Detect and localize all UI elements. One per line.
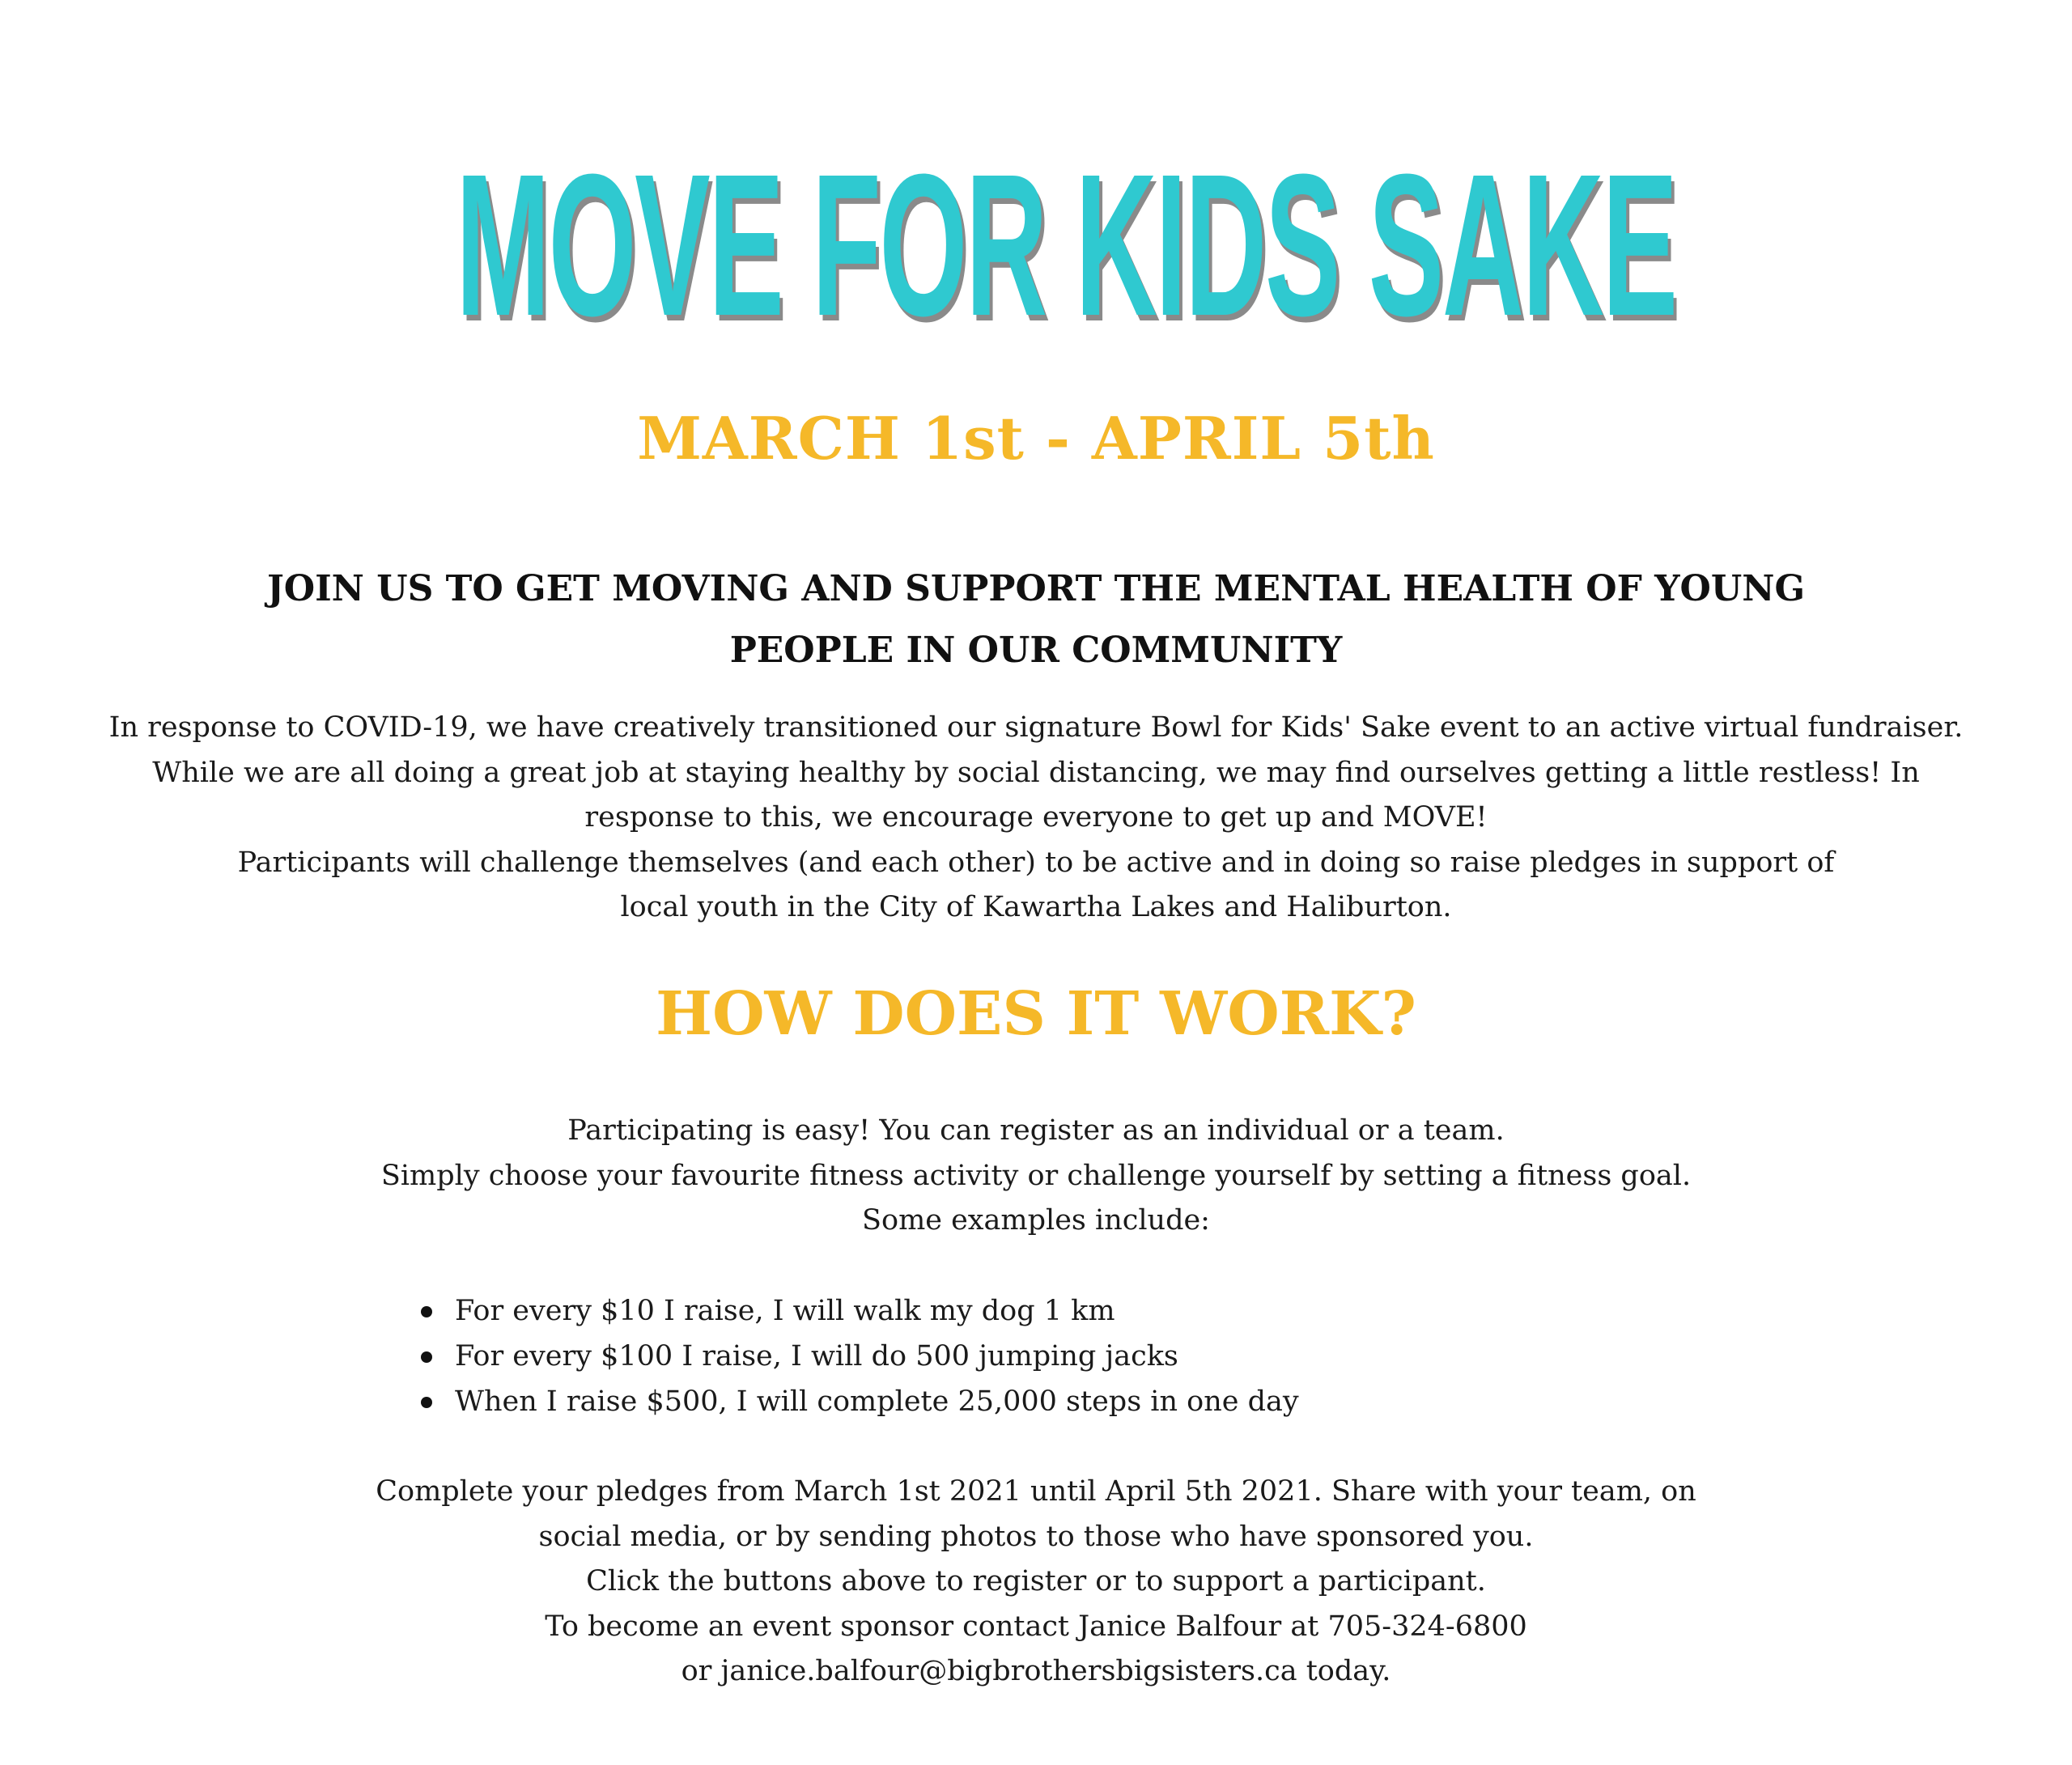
list-item xyxy=(421,1379,1299,1424)
how-line: Simply choose your favourite fitness activity or challenge yourself by setting a fitness goal. xyxy=(380,1159,1692,1192)
example-text: When I raise $500, I will complete 25,000 steps in one day xyxy=(455,1385,1299,1418)
list-item xyxy=(421,1334,1299,1379)
closing-line: or janice.balfour@bigbrothersbigsisters.ca today. xyxy=(681,1655,1391,1687)
closing-line: Click the buttons above to register or to support a participant. xyxy=(586,1565,1486,1597)
headline-line: JOIN US TO GET MOVING AND SUPPORT THE MENTAL HEALTH OF YOUNG xyxy=(266,568,1806,609)
closing-line: social media, or by sending photos to those who have sponsored you. xyxy=(538,1520,1534,1553)
intro-line: local youth in the City of Kawartha Lakes and Haliburton. xyxy=(620,891,1452,923)
intro-line: In response to COVID-19, we have creatively transitioned our signature Bowl for Kids' Sake event to an active virtual fundraiser. xyxy=(108,711,1964,744)
bullet-icon xyxy=(421,1351,432,1363)
closing-paragraph xyxy=(0,1470,2072,1695)
headline-line: PEOPLE IN OUR COMMUNITY xyxy=(729,630,1343,671)
list-item xyxy=(421,1288,1299,1334)
how-line: Some examples include: xyxy=(862,1204,1210,1237)
bullet-icon xyxy=(421,1306,432,1317)
event-title: MOVE FOR KIDS SAKE xyxy=(456,132,1676,358)
example-text: For every $100 I raise, I will do 500 jumping jacks xyxy=(455,1340,1178,1373)
how-paragraph xyxy=(0,1109,2072,1244)
example-text: For every $10 I raise, I will walk my dog 1 km xyxy=(455,1295,1115,1327)
how-line: Participating is easy! You can register as an individual or a team. xyxy=(567,1114,1505,1147)
intro-paragraph xyxy=(0,706,2072,931)
how-heading: HOW DOES IT WORK? xyxy=(656,979,1416,1049)
event-dates: MARCH 1st - APRIL 5th xyxy=(637,404,1435,473)
intro-line: While we are all doing a great job at staying healthy by social distancing, we may find ourselves getting a little restless! In xyxy=(152,756,1920,789)
examples-list xyxy=(421,1288,1299,1424)
intro-line: Participants will challenge themselves (and each other) to be active and in doing so raise pledges in support of xyxy=(237,846,1835,879)
bullet-icon xyxy=(421,1397,432,1408)
headline xyxy=(0,558,2072,681)
intro-line: response to this, we encourage everyone to get up and MOVE! xyxy=(584,801,1488,834)
closing-line: Complete your pledges from March 1st 2021 until April 5th 2021. Share with your team, on xyxy=(376,1475,1696,1508)
closing-line: To become an event sponsor contact Janice Balfour at 705-324-6800 xyxy=(545,1610,1527,1643)
